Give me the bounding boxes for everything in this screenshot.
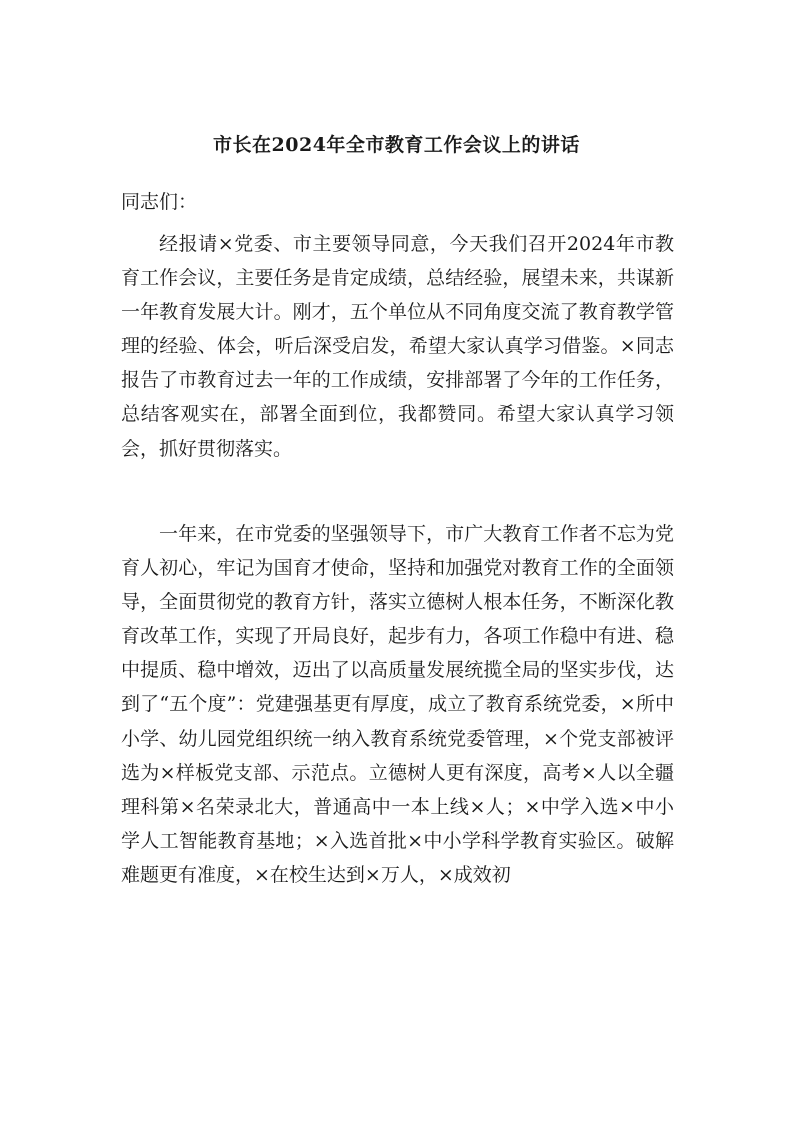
paragraph: 一年来，在市党委的坚强领导下，市广大教育工作者不忘为党育人初心，牢记为国育才使命，坚持和加强党对教育工作的全面领导，全面贯彻党的教育方针，落实立德树人根本任务，不断深化教育改革工作，实现了开局良好，起步有力，各项工作稳中有进、稳中提质、稳中增效，迈出了以高质量发展统揽全局的坚实步伐，达到了“五个度”：党建强基更有厚度，成立了教育系统党委，×所中小学、幼儿园党组织统一纳入教育系统党委管理，×个党支部被评选为×样板党支部、示范点。立德树人更有深度，高考×人以全疆理科第×名荣录北大，普通高中一本上线×人；×中学入选×中小学人工智能教育基地；×入选首批×中小学科学教育实验区。破解难题更有准度，×在校生达到×万人，×成效初 <box>121 523 674 886</box>
paragraph: 经报请×党委、市主要领导同意，今天我们召开2024年市教育工作会议，主要任务是肯定成绩，总结经验，展望未来，共谋新一年教育发展大计。刚才，五个单位从不同角度交流了教育教学管理的经验、体会，听后深受启发，希望大家认真学习借鉴。×同志报告了市教育过去一年的工作成绩，安排部署了今年的工作任务，总结客观实在，部署全面到位，我都赞同。希望大家认真学习领会，抓好贯彻落实。 <box>121 233 674 460</box>
salutation: 同志们： <box>121 191 198 213</box>
document-title: 市长在2024年全市教育工作会议上的讲话 <box>213 134 580 156</box>
